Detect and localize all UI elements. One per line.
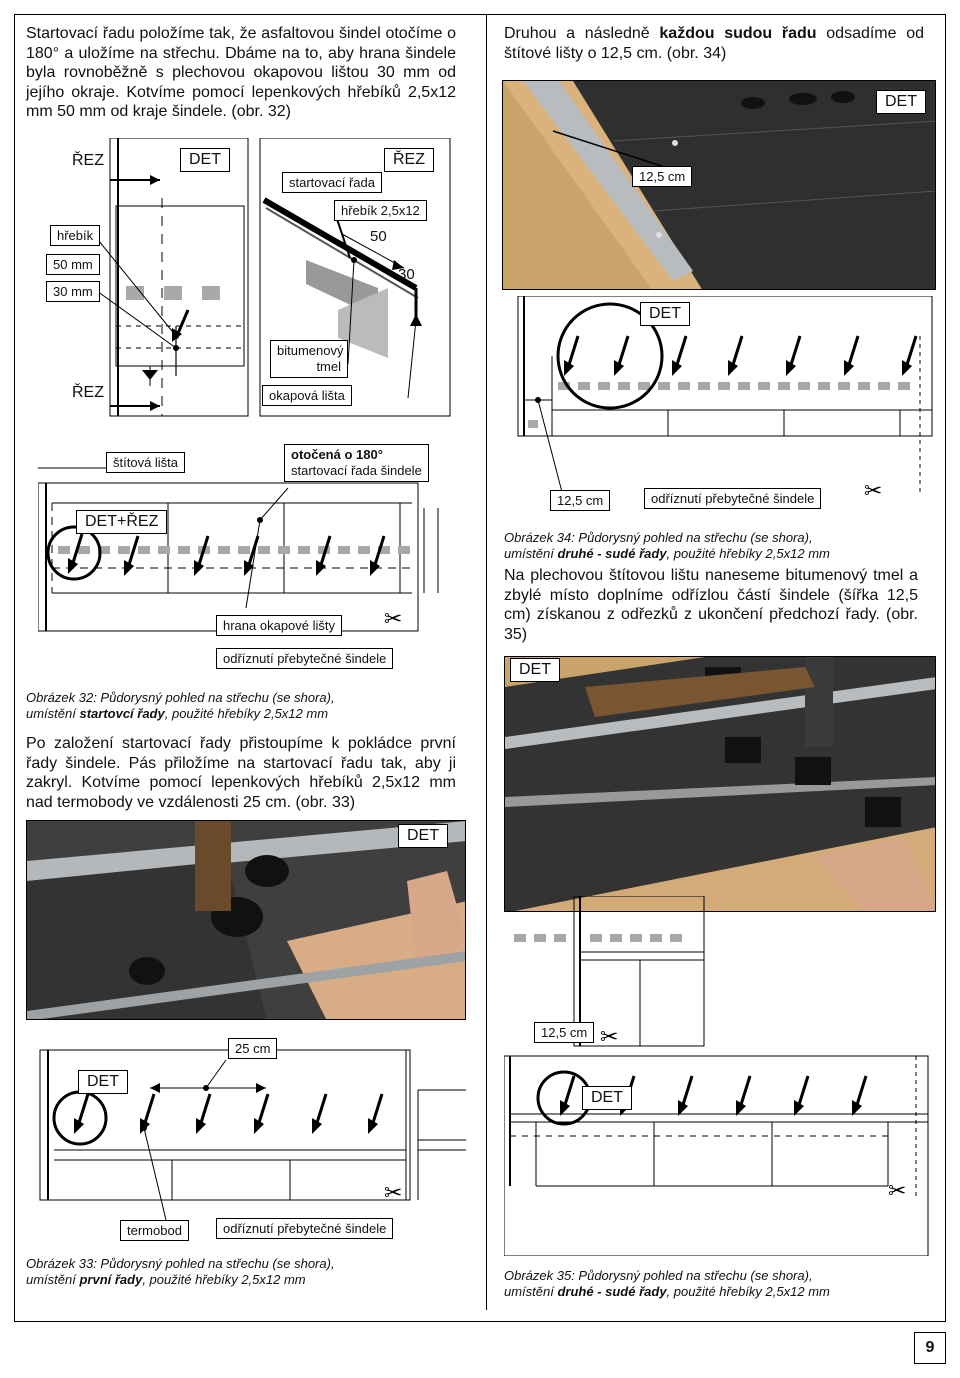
fig34-odriznuti-label: odříznutí přebytečné šindele [644, 488, 821, 509]
caption32-line1: Obrázek 32: Půdorysný pohled na střechu (se shora), [26, 690, 335, 705]
fig33-termobod-label: termobod [120, 1220, 189, 1241]
figure-34-diagram [508, 296, 938, 516]
fig32-hrebik-label: hřebík [50, 225, 100, 246]
caption33-line1: Obrázek 33: Půdorysný pohled na střechu (se shora), [26, 1256, 335, 1271]
fig32-bitumen-label: bitumenový tmel [270, 340, 348, 378]
fig35-det-label: DET [582, 1086, 632, 1110]
fig33-25cm-label: 25 cm [228, 1038, 277, 1059]
page-number: 9 [914, 1332, 946, 1364]
fig32-det-label: DET [180, 148, 230, 172]
fig32-30mm-label: 30 mm [46, 281, 100, 302]
caption34-line1: Obrázek 34: Půdorysný pohled na střechu (se shora), [504, 530, 813, 545]
figure-32-caption [26, 690, 466, 722]
fig32-rez-right-label: ŘEZ [384, 148, 434, 172]
column-divider [486, 14, 487, 1310]
caption33-line2: umístění první řady, použité hřebíky 2,5x12 mm [26, 1272, 306, 1287]
fig32-detrez-label: DET+ŘEZ [76, 510, 167, 534]
fig33-det-label: DET [78, 1070, 128, 1094]
fig35-125-label: 12,5 cm [534, 1022, 594, 1043]
figure-34-caption [504, 530, 934, 562]
svg-text:✂: ✂ [888, 1178, 907, 1203]
fig34-det-photo-label: DET [876, 90, 926, 114]
caption32-line2: umístění startovcí řady, použité hřebíky 2,5x12 mm [26, 706, 329, 721]
fig34-det-label: DET [640, 302, 690, 326]
figure-33-caption [26, 1256, 466, 1288]
svg-text:✂: ✂ [384, 606, 403, 631]
fig32-stitova-label: štítová lišta [106, 452, 185, 473]
photo-33-illustration [27, 821, 466, 1020]
fig32-otocena-title: otočená o 180° [291, 447, 383, 462]
fig32-hrana-label: hrana okapové lišty [216, 615, 342, 636]
fig32-50-mark: 50 [370, 228, 387, 245]
fig32-rez-bottom: ŘEZ [72, 384, 104, 401]
fig34-125-photo-label: 12,5 cm [632, 166, 692, 187]
fig32-hrebik-size-label: hřebík 2,5x12 [334, 200, 427, 221]
fig32-50mm-label: 50 mm [46, 254, 100, 275]
fig32-otocena-text: startovací řada šindele [291, 463, 422, 478]
fig32-rez-top: ŘEZ [72, 152, 104, 169]
fig32-startovaci-label: startovací řada [282, 172, 382, 193]
figure-33-photo [26, 820, 466, 1020]
fig33-det-photo-label: DET [398, 824, 448, 848]
intro-paragraph-startovaci: Startovací řadu položíme tak, že asfaltovou šindel otočíme o 180° a uložíme na střechu. Dbáme na to, aby hrana šindele byla rovnoběžně s plechovou okapovou lištou 30 mm od jejího okraje. Kotvíme pomocí lepenkových hřebíků 2,5x12 mm 50 mm od kraje šindele. (obr. 32) [26, 25, 456, 120]
fig33-odriznuti-label: odříznutí přebytečné šindele [216, 1218, 393, 1239]
svg-text:✂: ✂ [864, 478, 883, 503]
figure-34-photo [502, 80, 936, 290]
figure-35-caption [504, 1268, 934, 1300]
svg-text:✂: ✂ [384, 1180, 403, 1205]
fig32-otocena-label [284, 444, 429, 482]
paragraph-bitumen: Na plechovou štítovou lištu naneseme bitumenový tmel a zbylé místo doplníme odřízlou částí šindele (šířka 12,5 cm) získanou z odřezků z ukončení předchozí řady. (obr. 35) [504, 567, 918, 643]
figure-35-photo [504, 656, 936, 912]
figure-33-diagram [26, 1030, 476, 1240]
photo-34-illustration [503, 81, 936, 290]
fig32-odriznuti-label: odříznutí přebytečné šindele [216, 648, 393, 669]
fig32-okapova-label: okapová lišta [262, 385, 352, 406]
fig32-30-mark: 30 [398, 266, 415, 283]
intro-paragraph-suda-rada: Druhou a následně každou sudou řadu odsadíme od štítové lišty o 12,5 cm. (obr. 34) [504, 25, 925, 62]
paragraph-prvni-rada: Po založení startovací řady přistoupíme k pokládce první řady šindele. Pás přiložíme na startovací řadu tak, aby ji zakryl. Kotvíme pomocí lepenkových hřebíků 2,5x12 mm nad termobody ve vzdálenosti 25 cm. (obr. 33) [26, 735, 456, 811]
fig35-det-photo-label: DET [510, 658, 560, 682]
fig34-125-label: 12,5 cm [550, 490, 610, 511]
svg-text:✂: ✂ [600, 1024, 619, 1049]
photo-35-illustration [505, 657, 936, 912]
figure-32-diagram [38, 138, 478, 698]
figure-35-diagram [504, 896, 934, 1256]
caption35-line1: Obrázek 35: Půdorysný pohled na střechu (se shora), [504, 1268, 813, 1283]
caption35-line2: umístění druhé - sudé řady, použité hřebíky 2,5x12 mm [504, 1284, 830, 1299]
caption34-line2: umístění druhé - sudé řady, použité hřebíky 2,5x12 mm [504, 546, 830, 561]
